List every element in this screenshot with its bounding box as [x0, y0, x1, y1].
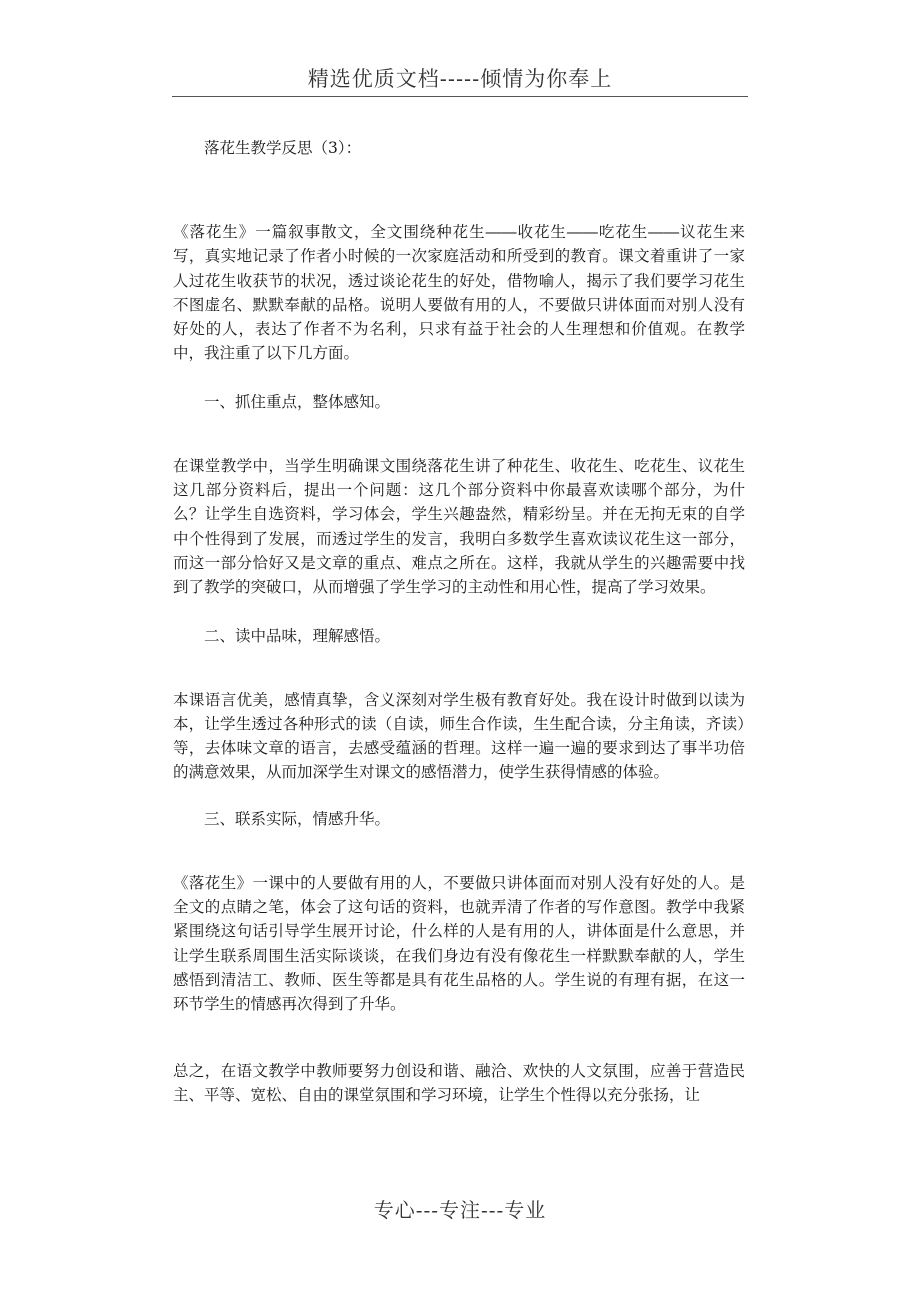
section-body-2: 本课语言优美，感情真挚，含义深刻对学生极有教育好处。我在设计时做到以读为本，让学生透过各种形式的读（自读，师生合作读，生生配合读，分主角读，齐读）等，去体味文章的语言，去感受蕴涵的哲理。这样一遍一遍的要求到达了事半功倍的满意效果，从而加深学生对课文的感悟潜力，使学生获得情感的体验。 — [173, 690, 745, 782]
document-subtitle: 落花生教学反思（3）： — [204, 139, 362, 157]
header-title: 精选优质文档-----倾情为你奉上 — [307, 67, 613, 91]
section-heading-1: 一、抓住重点，整体感知。 — [204, 392, 391, 411]
intro-paragraph: 《落花生》一篇叙事散文，全文围绕种花生――收花生――吃花生――议花生来写，真实地记录了作者小时候的一次家庭活动和所受到的教育。课文着重讲了一家人过花生收获节的状况，透过谈论花生的好处，借物喻人，揭示了我们要学习花生不图虚名、默默奉献的品格。说明人要做有用的人，不要做只讲体面而对别人没有好处的人，表达了作者不为名利，只求有益于社会的人生理想和价值观。在教学中，我注重了以下几方面。 — [173, 223, 745, 363]
footer-text: 专心---专注---专业 — [373, 1198, 547, 1222]
section-heading-2: 二、读中品味，理解感悟。 — [204, 626, 391, 645]
page-footer — [0, 1194, 920, 1223]
section-body-1: 在课堂教学中，当学生明确课文围绕落花生讲了种花生、收花生、吃花生、议花生这几部分资料后，提出一个问题：这几个部分资料中你最喜欢读哪个部分，为什么？让学生自选资料，学习体会，学生兴趣盎然，精彩纷呈。并在无拘无束的自学中个性得到了发展，而透过学生的发言，我明白多数学生喜欢读议花生这一部分，而这一部分恰好又是文章的重点、难点之所在。这样，我就从学生的兴趣需要中找到了教学的突破口，从而增强了学生学习的主动性和用心性，提高了学习效果。 — [173, 456, 745, 597]
page-header — [172, 62, 748, 97]
document-body — [173, 134, 745, 1107]
section-body-3: 《落花生》一课中的人要做有用的人，不要做只讲体面而对别人没有好处的人。是全文的点睛之笔，体会了这句话的资料，也就弄清了作者的写作意图。教学中我紧紧围绕这句话引导学生展开讨论，什么样的人是有用的人，讲体面是什么意思，并让学生联系周围生活实际谈谈，在我们身边有没有像花生一样默默奉献的人，学生感悟到清洁工、教师、医生等都是具有花生品格的人。学生说的有理有据，在这一环节学生的情感再次得到了升华。 — [173, 873, 745, 1014]
conclusion-paragraph: 总之，在语文教学中教师要努力创设和谐、融洽、欢快的人文氛围，应善于营造民主、平等、宽松、自由的课堂氛围和学习环境，让学生个性得以充分张扬，让 — [173, 1061, 745, 1104]
section-heading-3: 三、联系实际，情感升华。 — [204, 809, 391, 828]
